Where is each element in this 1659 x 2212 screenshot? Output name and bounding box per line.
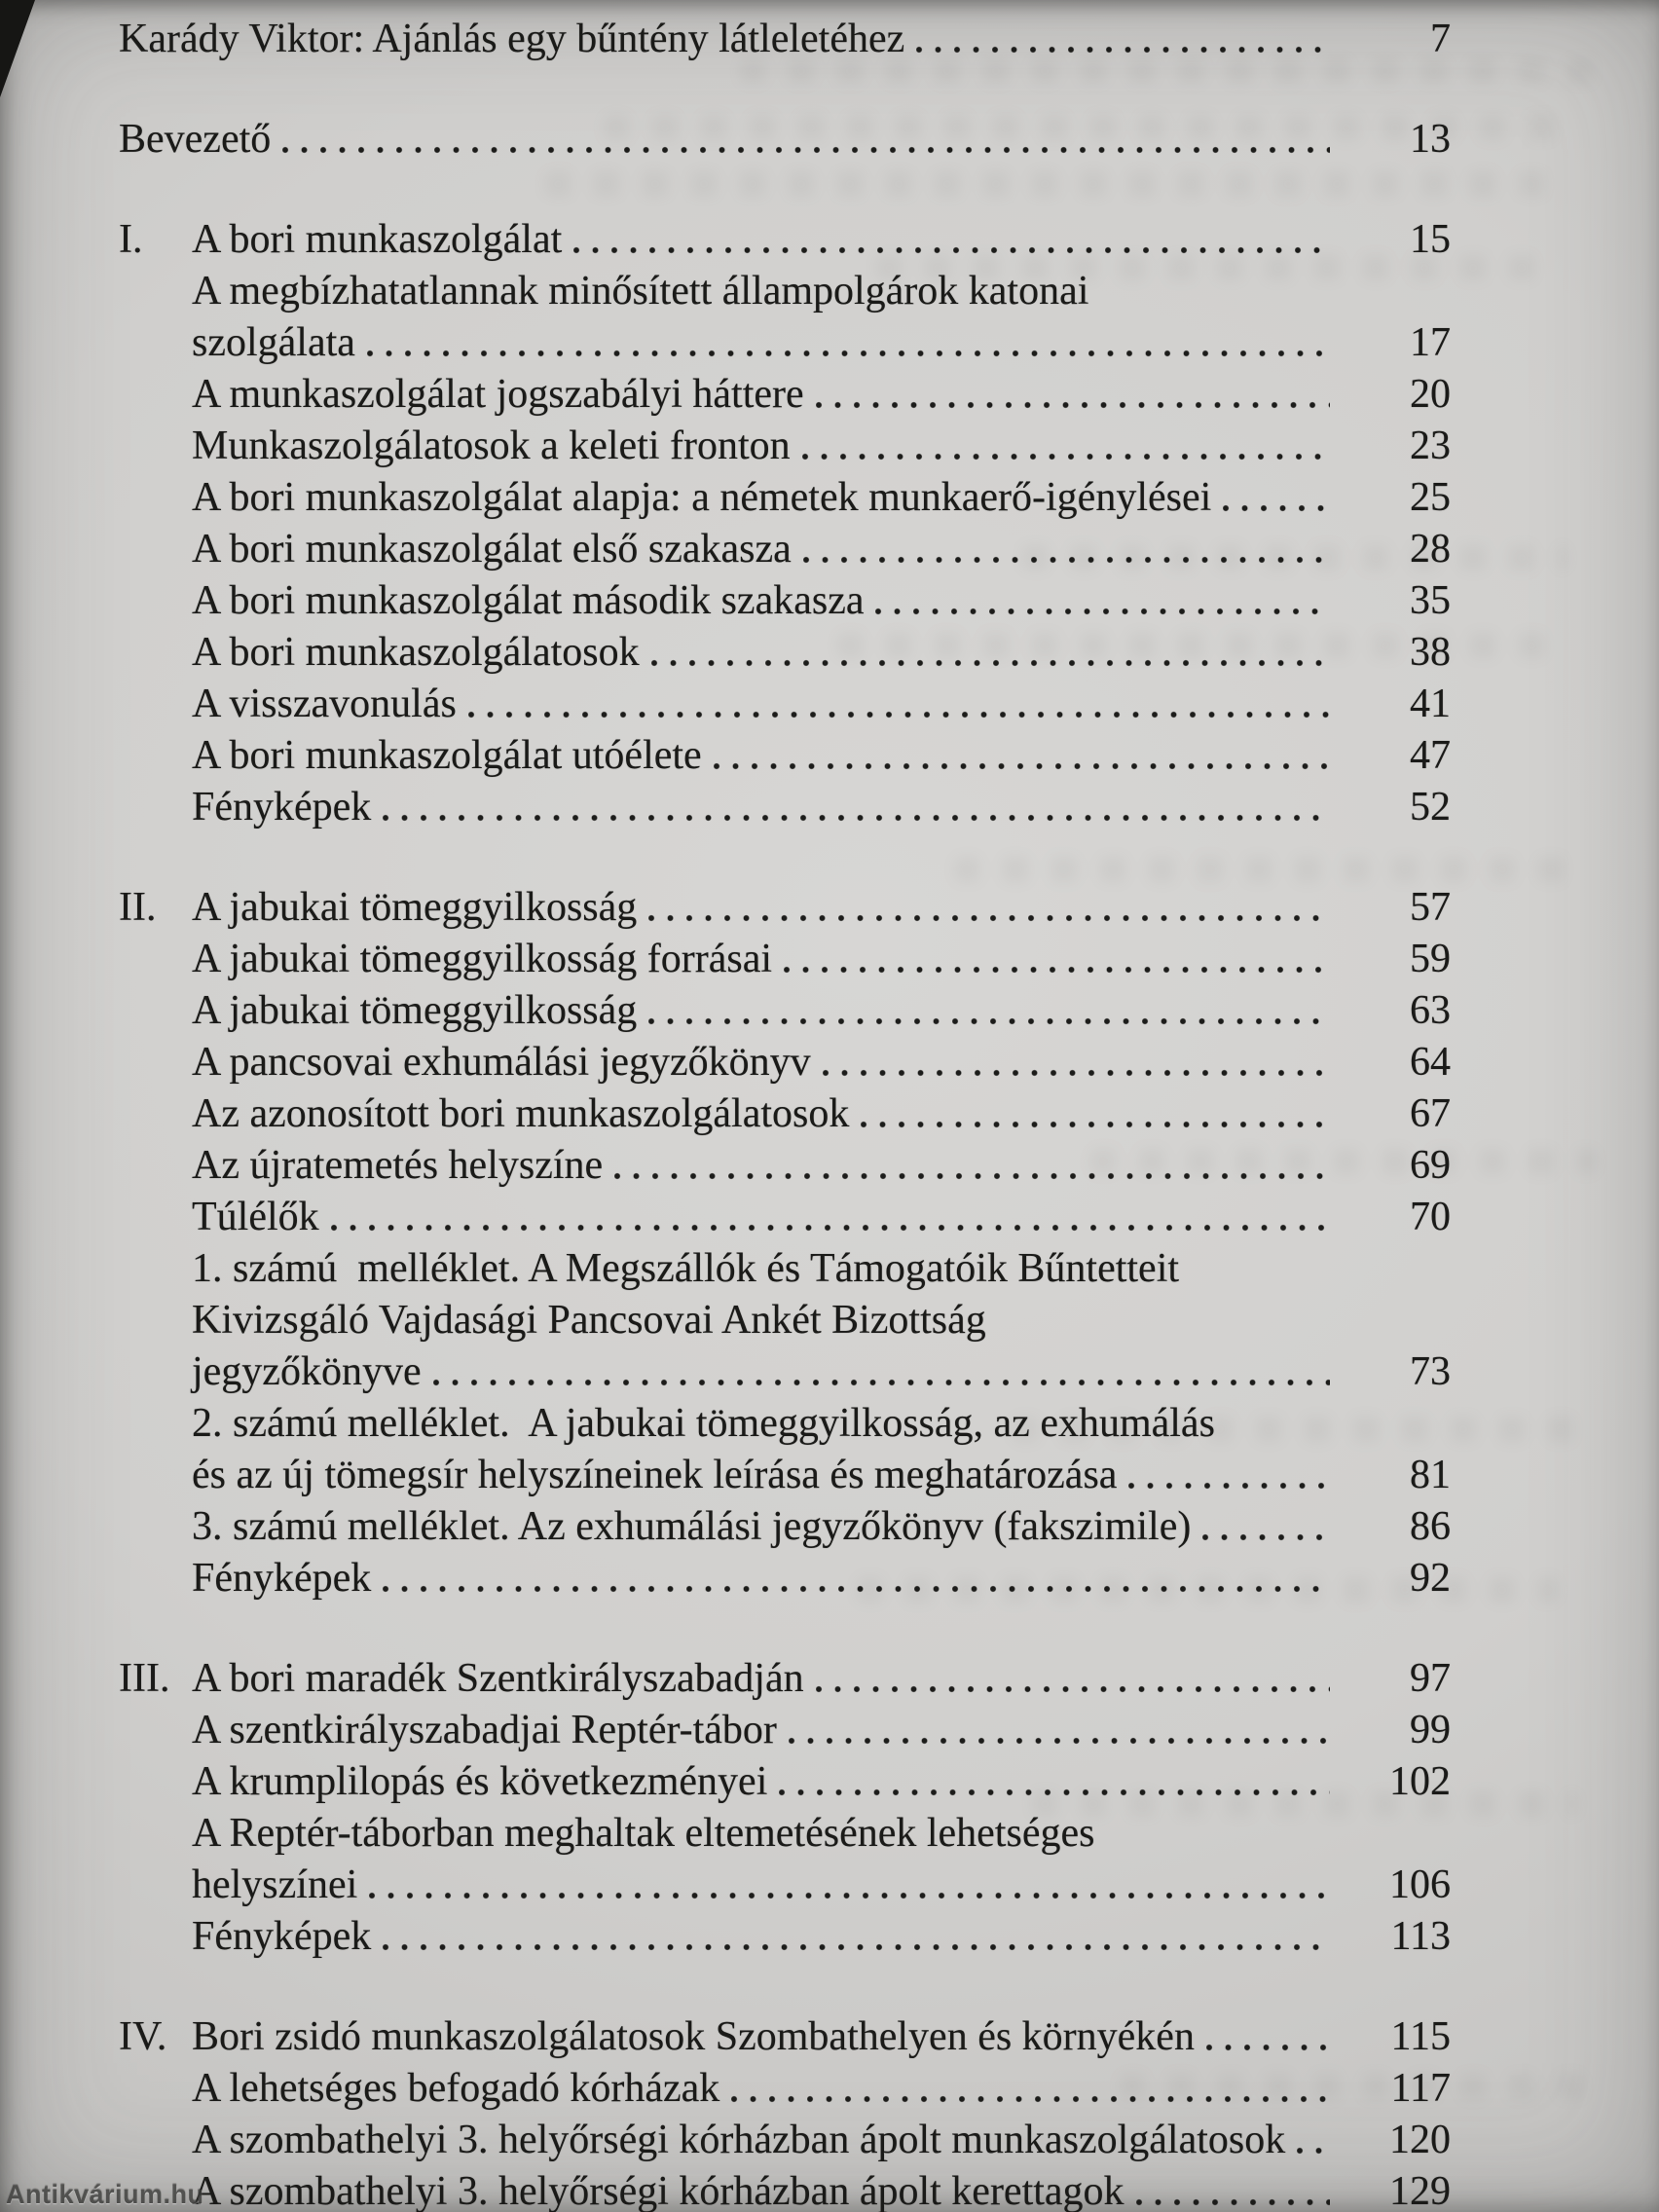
toc-row <box>119 2063 1451 2115</box>
toc-row <box>119 1808 1451 1860</box>
dot-leader <box>331 1192 1330 1243</box>
page-number: 86 <box>1410 1504 1451 1549</box>
entry-text: A bori munkaszolgálat <box>192 217 563 262</box>
page-number: 35 <box>1410 578 1451 623</box>
page-number: 47 <box>1410 733 1451 778</box>
entry-text: A jabukai tömeggyilkosság <box>192 988 638 1033</box>
toc-row <box>119 1911 1451 1963</box>
page-number: 115 <box>1390 2014 1451 2059</box>
page-number: 97 <box>1410 1656 1451 1701</box>
toc-row <box>119 1346 1451 1398</box>
page-number: 113 <box>1390 1914 1451 1959</box>
dot-leader <box>1136 2166 1330 2212</box>
page-number: 28 <box>1410 527 1451 571</box>
entry-text: Bevezető <box>119 117 272 162</box>
page-number: 69 <box>1410 1143 1451 1188</box>
dot-leader <box>802 421 1330 472</box>
page-number: 23 <box>1410 424 1451 468</box>
entry-text: A Reptér-táborban meghaltak eltemetésének lehetséges <box>192 1811 1095 1856</box>
toc-row <box>119 575 1451 627</box>
toc-row <box>119 14 1451 65</box>
entry-text: A pancsovai exhumálási jegyzőkönyv <box>192 1040 811 1085</box>
entry-text: Fényképek <box>192 785 372 830</box>
page-number: 117 <box>1390 2066 1451 2111</box>
entry-text: A munkaszolgálat jogszabályi háttere <box>192 372 804 417</box>
page-number: 73 <box>1410 1349 1451 1394</box>
toc-row <box>119 1450 1451 1501</box>
dot-leader <box>369 1860 1330 1911</box>
dot-leader <box>383 782 1330 833</box>
dot-leader <box>614 1140 1330 1192</box>
dot-leader <box>714 730 1330 782</box>
toc-row <box>119 730 1451 782</box>
entry-text: Kivizsgáló Vajdasági Pancsovai Ankét Bizottság <box>192 1298 986 1343</box>
entry-text: 3. számú melléklet. Az exhumálási jegyzőkönyv (fakszimile) <box>192 1504 1192 1549</box>
antikvarium-watermark: Antikvárium.hu <box>6 2180 204 2209</box>
toc-row <box>119 2115 1451 2166</box>
toc-row <box>119 317 1451 369</box>
entry-text: A bori munkaszolgálat alapja: a németek munkaerő-igénylései <box>192 475 1212 520</box>
toc-row <box>119 679 1451 730</box>
entry-text: 1. számú melléklet. A Megszállók és Támogatóik Bűntetteit <box>192 1246 1180 1291</box>
toc-row <box>119 1398 1451 1450</box>
dot-leader <box>651 627 1330 679</box>
toc-row <box>119 2166 1451 2212</box>
dot-leader <box>383 1911 1330 1963</box>
page-number: 25 <box>1410 475 1451 520</box>
dot-leader <box>468 679 1330 730</box>
dot-leader <box>916 14 1330 65</box>
dot-leader <box>648 985 1330 1037</box>
toc-row <box>119 1501 1451 1553</box>
toc-row <box>119 1860 1451 1911</box>
toc-row <box>119 421 1451 472</box>
entry-text: A jabukai tömeggyilkosság <box>192 885 638 930</box>
entry-text: Fényképek <box>192 1556 372 1601</box>
toc-row <box>119 1037 1451 1088</box>
page-number: 67 <box>1410 1091 1451 1136</box>
dot-leader <box>1202 1501 1330 1553</box>
page-number: 17 <box>1410 320 1451 365</box>
page-number: 64 <box>1410 1040 1451 1085</box>
entry-text: Fényképek <box>192 1914 372 1959</box>
toc-row <box>119 934 1451 985</box>
entry-text: A megbízhatatlannak minősített állampolgárok katonai <box>192 269 1089 313</box>
toc-row <box>119 782 1451 833</box>
toc-row <box>119 472 1451 524</box>
toc-row <box>119 1756 1451 1808</box>
dot-leader <box>861 1088 1330 1140</box>
dot-leader <box>1206 2011 1330 2063</box>
dot-leader <box>875 575 1330 627</box>
toc-row <box>119 214 1451 266</box>
entry-text: A bori munkaszolgálatosok <box>192 630 640 675</box>
page-number: 15 <box>1410 217 1451 262</box>
entry-text: A szentkirályszabadjai Reptér-tábor <box>192 1708 777 1752</box>
dot-leader <box>433 1346 1330 1398</box>
dot-leader <box>1223 472 1330 524</box>
dot-leader <box>803 524 1330 575</box>
dot-leader <box>1297 2115 1330 2166</box>
toc-row <box>119 1553 1451 1604</box>
page-number: 52 <box>1410 785 1451 830</box>
page-number: 13 <box>1410 117 1451 162</box>
toc-row <box>119 369 1451 421</box>
entry-text: és az új tömegsír helyszíneinek leírása és meghatározása <box>192 1453 1118 1497</box>
section-numeral: IV. <box>119 2014 167 2059</box>
dot-leader <box>648 882 1330 934</box>
entry-text: A krumplilopás és következményei <box>192 1759 768 1804</box>
dot-leader <box>816 1653 1330 1705</box>
toc-row <box>119 1192 1451 1243</box>
entry-text: szolgálata <box>192 320 355 365</box>
toc-row <box>119 627 1451 679</box>
toc-row <box>119 2011 1451 2063</box>
dot-leader <box>784 934 1330 985</box>
page-number: 59 <box>1410 937 1451 981</box>
dot-leader <box>823 1037 1330 1088</box>
page-number: 92 <box>1410 1556 1451 1601</box>
toc-row <box>119 985 1451 1037</box>
dot-leader <box>282 114 1330 166</box>
page-number: 120 <box>1389 2118 1451 2162</box>
entry-text: Túlélők <box>192 1195 319 1239</box>
page-number: 81 <box>1410 1453 1451 1497</box>
entry-text: A lehetséges befogadó kórházak <box>192 2066 720 2111</box>
section-numeral: II. <box>119 885 157 930</box>
entry-text: Bori zsidó munkaszolgálatosok Szombathelyen és környékén <box>192 2014 1195 2059</box>
page-number: 20 <box>1410 372 1451 417</box>
toc-row <box>119 266 1451 317</box>
entry-text: Munkaszolgálatosok a keleti fronton <box>192 424 791 468</box>
entry-text: 2. számú melléklet. A jabukai tömeggyilkosság, az exhumálás <box>192 1401 1215 1446</box>
dot-leader <box>383 1553 1330 1604</box>
entry-text: Az újratemetés helyszíne <box>192 1143 604 1188</box>
entry-text: A bori munkaszolgálat második szakasza <box>192 578 865 623</box>
dot-leader <box>367 317 1330 369</box>
page-number: 70 <box>1410 1195 1451 1239</box>
page-number: 129 <box>1389 2169 1451 2212</box>
section-numeral: III. <box>119 1656 170 1701</box>
toc-row <box>119 1140 1451 1192</box>
entry-text: jegyzőkönyve <box>192 1349 422 1394</box>
dot-leader <box>1128 1450 1330 1501</box>
dot-leader <box>789 1705 1330 1756</box>
toc-row <box>119 1088 1451 1140</box>
dot-leader <box>573 214 1330 266</box>
toc-row <box>119 1705 1451 1756</box>
entry-text: helyszínei <box>192 1862 358 1907</box>
entry-text: Az azonosított bori munkaszolgálatosok <box>192 1091 850 1136</box>
toc-row <box>119 1653 1451 1705</box>
section-numeral: I. <box>119 217 143 262</box>
entry-text: A szombathelyi 3. helyőrségi kórházban ápolt kerettagok <box>192 2169 1124 2212</box>
toc-row <box>119 1243 1451 1295</box>
dot-leader <box>779 1756 1330 1808</box>
dot-leader <box>731 2063 1330 2115</box>
entry-text: A jabukai tömeggyilkosság forrásai <box>192 937 773 981</box>
toc-row <box>119 524 1451 575</box>
page-number: 106 <box>1389 1862 1451 1907</box>
page-number: 99 <box>1410 1708 1451 1752</box>
entry-text: A szombathelyi 3. helyőrségi kórházban ápolt munkaszolgálatosok <box>192 2118 1286 2162</box>
entry-text: A bori munkaszolgálat első szakasza <box>192 527 792 571</box>
entry-text: A bori maradék Szentkirályszabadján <box>192 1656 804 1701</box>
toc-row <box>119 882 1451 934</box>
page-number: 57 <box>1410 885 1451 930</box>
toc-row <box>119 114 1451 166</box>
page-number: 63 <box>1410 988 1451 1033</box>
entry-text: Karády Viktor: Ajánlás egy bűntény látleletéhez <box>119 17 905 61</box>
entry-text: A bori munkaszolgálat utóélete <box>192 733 702 778</box>
page-number: 38 <box>1410 630 1451 675</box>
dot-leader <box>816 369 1330 421</box>
entry-text: A visszavonulás <box>192 682 457 726</box>
toc-row <box>119 1295 1451 1346</box>
page-number: 41 <box>1410 682 1451 726</box>
page-number: 7 <box>1430 17 1451 61</box>
page-number: 102 <box>1389 1759 1451 1804</box>
